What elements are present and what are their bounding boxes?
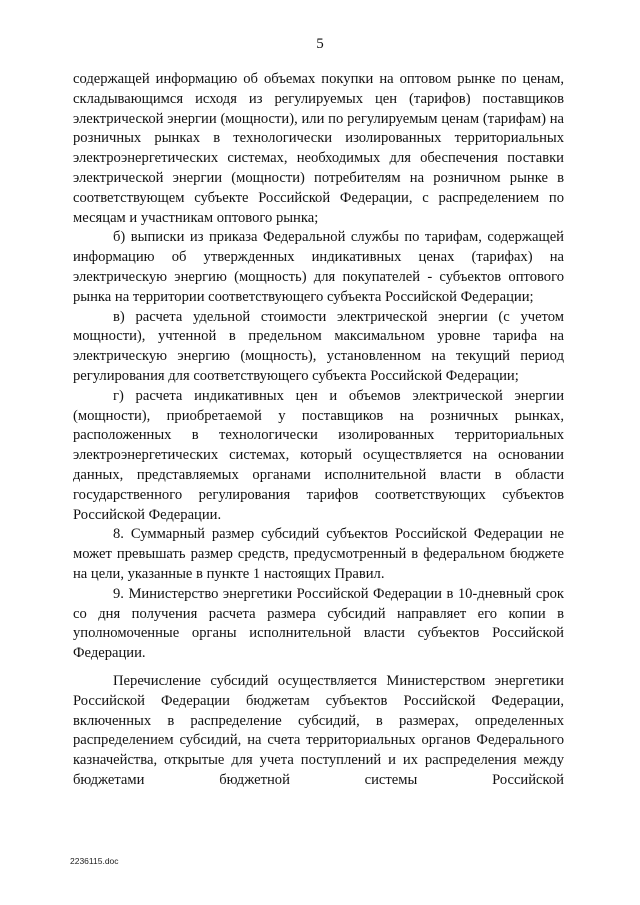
footer-file-name: 2236115.doc [70,856,119,866]
paragraph-item-g: г) расчета индикативных цен и объемов электрической энергии (мощности), приобретаемой у поставщиков на розничных рынках, расположенных в технологически изолированных территориальных электроэнергетических системах, который осуществляется на основании данных, представляемых органами исполнительной власти в области государственного регулирования тарифов соответствующих субъектов Российской Федерации. [73,387,564,523]
paragraph-clause-8: 8. Суммарный размер субсидий субъектов Российской Федерации не может превышать размер средств, предусмотренный в федеральном бюджете на цели, указанные в пункте 1 настоящих Правил. [73,526,564,582]
paragraph-clause-9: 9. Министерство энергетики Российской Федерации в 10-дневный срок со дня получения расчета размера субсидий направляет его копии в уполномоченные органы исполнительной власти субъектов Российской Федерации. [73,585,564,662]
paragraph-continuation: содержащей информацию об объемах покупки на оптовом рынке по ценам, складывающимся исходя из регулируемых цен (тарифов) поставщиков электрической энергии (мощности), или по регулируемым ценам (тарифам) на розничных рынках в технологически изолированных территориальных электроэнергетических системах, необходимых для обеспечения поставки электрической энергии (мощности) потребителям на розничном рынке в соответствующем субъекте Российской Федерации, с распределением по месяцам и участникам оптового рынка; [73,71,564,226]
paragraph-item-b: б) выписки из приказа Федеральной службы по тарифам, содержащей информацию об утвержденных индикативных ценах (тарифах) на электрическую энергию (мощность) для покупателей - субъектов оптового рынка на территории соответствующего субъекта Российской Федерации; [73,229,564,305]
page-number: 5 [316,36,324,52]
document-body [73,70,564,791]
paragraph-transfer: Перечисление субсидий осуществляется Министерством энергетики Российской Федерации бюджетам субъектов Российской Федерации, включенных в распределение субсидий, в размерах, определенных распределением субсидий, на счета территориальных органов Федерального казначейства, открытые для учета поступлений и их распределения между бюджетами бюджетной системы Российской [73,672,564,788]
paragraph-item-v: в) расчета удельной стоимости электрической энергии (с учетом мощности), учтенной в предельном максимальном уровне тарифа на электрическую энергию (мощность), установленном на текущий период регулирования для соответствующего субъекта Российской Федерации; [73,308,564,384]
